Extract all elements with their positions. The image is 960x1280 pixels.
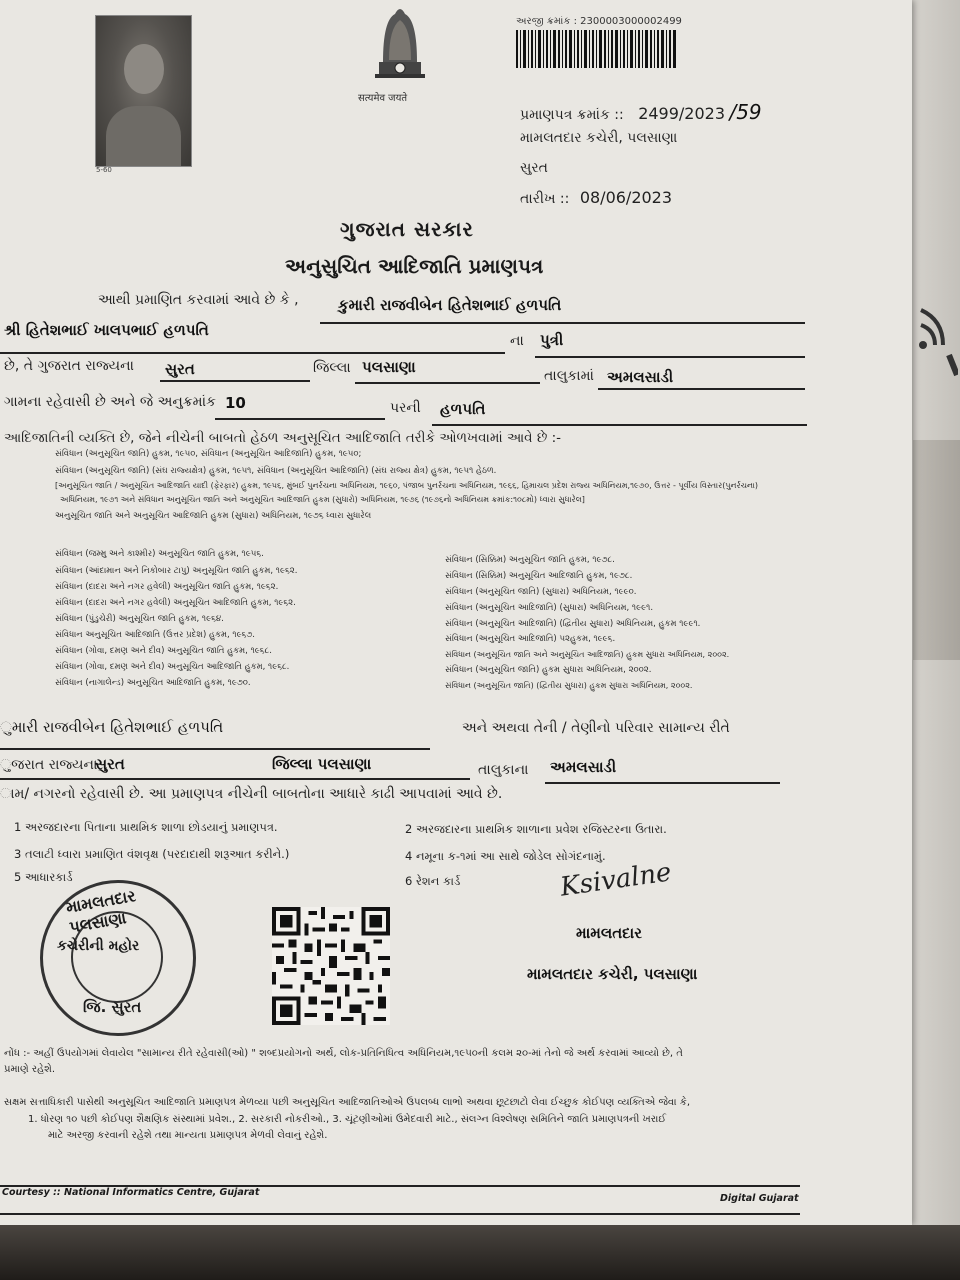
certificate-number-row bbox=[520, 100, 762, 124]
signatory-title: મામલતદાર bbox=[576, 924, 642, 942]
act-right: સંવિધાન (સિક્કિમ) અનુસૂચિત આદિજાતિ હુકમ, ૧૯૭૮. bbox=[445, 571, 633, 581]
certificate-title: અનુસુચિત આદિજાતિ પ્રમાણપત્ર bbox=[285, 254, 544, 278]
act-right: સંવિધાન (અનુસૂચિત જાતિ) (દ્વિતીય સુધારા) હુકમ સુધારા અધિનિયમ, ૨૦૦૨. bbox=[445, 681, 693, 690]
recognition-statement: આદિજાતિની વ્યક્તિ છે, જેને નીચેની બાબતો હેઠળ અનુસૂચિત આદિજાતિ તરીકે ઓળખવામાં આવે છે :- bbox=[4, 430, 562, 446]
photo-caption: 5-60 bbox=[96, 166, 112, 174]
national-emblem-icon bbox=[365, 0, 435, 88]
official-seal bbox=[40, 880, 196, 1036]
date-value: 08/06/2023 bbox=[579, 188, 673, 207]
basis-item: 3 તલાટી ધ્વારા પ્રમાણિત વંશવૃક્ષ (પરદાદાથી શરૂઆત કરીને.) bbox=[14, 847, 290, 861]
taluka-value: અમલસાડી bbox=[607, 368, 674, 386]
district-label: જિલ્લા bbox=[313, 360, 351, 376]
district-value-2: જિલ્લા પલસાણા bbox=[272, 755, 372, 773]
signature-scribble: Ksivalne bbox=[558, 857, 674, 903]
basis-item: 1 અરજદારના પિતાના પ્રાથમિક શાળા છોડયાનું પ્રમાણપત્ર. bbox=[14, 820, 278, 834]
footer-courtesy: Courtesy :: National Informatics Centre, Gujarat bbox=[2, 1187, 260, 1198]
serial-label: ગામના રહેવાસી છે અને જે અનુક્રમાંક bbox=[4, 394, 216, 410]
act-line: સંવિધાન (અનુસૂચિત જાતિ) હુકમ, ૧૯૫૦, સંવિધાન (અનુસૂચિત આદિજાતિ) હુકમ, ૧૯૫૦; bbox=[55, 449, 362, 459]
of-label: ના bbox=[510, 333, 524, 349]
on-label: પરની bbox=[390, 400, 421, 416]
act-right: સંવિધાન (અનુસૂચિત જાતિ અને અનુસૂચિત આદિજાતિ) હુકમ સુધારા અધિનિયમ, ૨૦૦૨. bbox=[445, 650, 730, 659]
state-district-value-2: સુરત bbox=[95, 755, 125, 773]
government-title: ગુજરાત સરકાર bbox=[340, 217, 474, 241]
note-4: માટે અરજી કરવાની રહેશે તથા માન્યતા પ્રમાણપત્ર મેળવી લેવાનું રહેશે. bbox=[48, 1130, 328, 1141]
act-line: અધિનિયમ, ૧૯૭૧ અને સંવિધાન અનુસૂચિત જાતિ અને અનુસૂચિત આદિજાતિ હુકમ (સુધારો) અધિનિયમ, ૧૯૭૬ (૧૯૭૬નો અધિનિયમ ક્રમાંક:૧૦૮મો) ધ્વારા સુધારેલ] bbox=[60, 495, 585, 504]
underline bbox=[215, 418, 385, 420]
act-line: અનુસૂચિત જાતિ અને અનુસૂચિત આદિજાતિ હુકમ (સુધારા) અધિનિયમ, ૧૯૭૬ ધ્વારા સુધારેલ bbox=[55, 511, 372, 521]
act-right: સંવિધાન (અનુસૂચિત જાતિ) (સુધારા) અધિનિયમ, ૧૯૯૦. bbox=[445, 587, 637, 597]
act-left: સંવિધાન (દાદરા અને નગર હવેલી) અનુસૂચિત આદિજાતિ હુકમ, ૧૯૬૨. bbox=[55, 598, 296, 608]
state-district-value: સુરત bbox=[165, 360, 195, 378]
underline bbox=[432, 424, 807, 426]
certificate-number-label: પ્રમાણપત્ર ક્રમાંક :: bbox=[520, 107, 624, 123]
underline bbox=[545, 782, 780, 784]
state-label: છે, તે ગુજરાત રાજ્યના bbox=[4, 358, 134, 374]
taluka-label-2: તાલુકાના bbox=[478, 762, 529, 778]
photo-bottom-shadow bbox=[0, 1225, 960, 1280]
certificate-number-value: 2499/2023 bbox=[638, 104, 726, 123]
act-right: સંવિધાન (અનુસૂચિત આદિજાતિ) ૫૨હુકમ, ૧૯૯૬. bbox=[445, 634, 616, 644]
note-1-cont: પ્રમાણે રહેશે. bbox=[4, 1064, 56, 1075]
underline bbox=[355, 382, 540, 384]
basis-item: 5 આધારકાર્ડ bbox=[14, 870, 73, 884]
caste-value: હળપતિ bbox=[440, 400, 486, 418]
note-2: સક્ષમ સત્તાધિકારી પાસેથી અનુસૂચિત આદિજાતિ પ્રમાણપત્ર મેળવ્યા પછી અનુસૂચિત આદિજાતિઓએ ઉપલબ્ધ લાભો અથવા છૂટછાટો લેવા ઈચ્છુક કોઈપણ વ્યક્તિએ જેવા કે, bbox=[4, 1097, 691, 1108]
act-left: સંવિધાન (આંદામાન અને નિકોબાર ટાપુ) અનુસૂચિત જાતિ હુકમ, ૧૯૬૨. bbox=[55, 566, 298, 576]
date-row bbox=[520, 188, 672, 207]
underline bbox=[598, 388, 805, 390]
taluka-label: તાલુકામાં bbox=[544, 368, 594, 384]
basis-statement: ામ/ નગરનો રહેવાસી છે. આ પ્રમાણપત્ર નીચેની બાબતોના આધારે કાઢી આપવામાં આવે છે. bbox=[0, 786, 503, 802]
underline bbox=[0, 352, 505, 354]
serial-number: 10 bbox=[225, 394, 246, 412]
note-1: નોંધ :- અહીં ઉપયોગમાં લેવાયેલ "સામાન્ય રીતે રહેવાસી(ઓ) " શબ્દપ્રયોગનો અર્થ, લોક-પ્રતિનિધિત્વ અધિનિયમ,૧૯૫૦ની કલમ ૨૦-માં તેનો જે અર્થ કરવામાં આવ્યો છે, તે bbox=[4, 1048, 683, 1059]
underline bbox=[320, 322, 805, 324]
emblem-motto: सत्यमेव जयते bbox=[358, 93, 408, 104]
act-left: સંવિધાન (દાદરા અને નગર હવેલી) અનુસૂચિત જાતિ હુકમ, ૧૯૬૨. bbox=[55, 582, 279, 592]
basis-item: 4 નમૂના ક-૧માં આ સાથે જોડેલ સોગંદનામું. bbox=[405, 849, 606, 863]
basis-item: 2 અરજદારના પ્રાથમિક શાળાના પ્રવેશ રજિસ્ટરના ઉતારા. bbox=[405, 822, 667, 836]
act-line: સંવિધાન (અનુસૂચિત જાતિ) (સંઘ રાજ્યક્ષેત્ર) હુકમ, ૧૯૫૧, સંવિધાન (અનુસૂચિત આદિજાતિ) (સંઘ રાજ્ય ક્ષેત્ર) હુકમ, ૧૯૫૧ હેઠળ. bbox=[55, 466, 497, 476]
resident-name: ુમારી રાજવીબેન હિતેશભાઈ હળપતિ bbox=[0, 718, 224, 736]
act-line: [અનુસૂચિત જાતિ / અનુસૂચિત આદિજાતિ યાદી (ફેરફાર) હુકમ, ૧૯૫૬, મુંબઈ પુનર્રચના અધિનિયમ, ૧૯૬૦, પંજાબ પુનર્રચના અધિનિયમ, ૧૯૬૬, હિમાચલ પ્રદેશ રાજ્ય અધિનિયમ,૧૯૭૦, ઉત્તર - પૂર્વીય વિસ્તાર(પુનર્રચના) bbox=[55, 481, 759, 490]
underline bbox=[535, 356, 805, 358]
act-left: સંવિધાન (નાગાલેન્ડ) અનુસૂચિત આદિજાતિ હુકમ, ૧૯૭૦. bbox=[55, 678, 251, 688]
seal-bottom-text: જિ. સુરત bbox=[83, 998, 142, 1016]
state-label-2: ુજરાત રાજ્યના bbox=[0, 757, 98, 773]
district-value: પલસાણા bbox=[362, 358, 416, 376]
partial-logo-icon bbox=[913, 300, 958, 400]
certify-label: આથી પ્રમાણિત કરવામાં આવે છે કે , bbox=[98, 292, 299, 308]
underline bbox=[0, 748, 430, 750]
taluka-value-2: અમલસાડી bbox=[550, 758, 617, 776]
family-statement: અને અથવા તેની / તેણીનો પરિવાર સામાન્ય રીતે bbox=[462, 720, 730, 736]
parent-name: શ્રી હિતેશભાઈ ખાલપભાઈ હળપતિ bbox=[4, 321, 209, 339]
act-right: સંવિધાન (સિક્કિમ) અનુસૂચિત જાતિ હુકમ, ૧૯૭૮. bbox=[445, 555, 615, 565]
background-strip bbox=[913, 440, 960, 660]
certificate-number-handwritten: /59 bbox=[729, 100, 762, 124]
date-label: તારીખ :: bbox=[520, 191, 570, 207]
issuing-office: મામલતદાર કચેરી, પલસાણા bbox=[520, 130, 678, 146]
seal-top-text: મામલતદાર પલસાણા bbox=[64, 886, 138, 937]
qr-code bbox=[272, 907, 390, 1025]
act-right: સંવિધાન (અનુસૂચિત આદિજાતિ) (સુધારા) અધિનિયમ, ૧૯૯૧. bbox=[445, 603, 654, 613]
act-left: સંવિધાન (ગોવા, દમણ અને દીવ) અનુસૂચિત જાતિ હુકમ, ૧૯૬૮. bbox=[55, 646, 272, 656]
underline bbox=[0, 778, 470, 780]
basis-item: 6 રેશન કાર્ડ bbox=[405, 874, 461, 888]
barcode bbox=[516, 30, 676, 68]
relation-value: પુત્રી bbox=[540, 331, 564, 349]
act-left: સંવિધાન (પુંડુચેરી) અનુસૂચિત જાતિ હુકમ, ૧૯૬૪. bbox=[55, 614, 224, 624]
signatory-office: મામલતદાર કચેરી, પલસાણા bbox=[527, 965, 698, 983]
act-right: સંવિધાન (અનુસૂચિત આદિજાતિ) (દ્વિતીય સુધારા) અધિનિયમ, હુકમ ૧૯૯૧. bbox=[445, 619, 701, 629]
issuing-district: સુરત bbox=[520, 160, 548, 176]
seal-middle-text: કચેરીની મહોર bbox=[57, 938, 140, 954]
footer-brand: Digital Gujarat bbox=[720, 1193, 799, 1204]
application-number: અરજી ક્રમાંક : 2300003000002499 bbox=[516, 16, 682, 27]
applicant-photo bbox=[95, 15, 192, 167]
act-left: સંવિધાન (જમ્મુ અને કાશ્મીર) અનુસૂચિત જાતિ હુકમ, ૧૯૫૬. bbox=[55, 549, 264, 559]
act-left: સંવિધાન અનુસૂચિત આદિજાતિ (ઉત્તર પ્રદેશ) હુકમ, ૧૯૬૭. bbox=[55, 630, 256, 640]
note-3: 1. ધોરણ ૧૦ પછી કોઈપણ શૈક્ષણિક સંસ્થામાં પ્રવેશ., 2. સરકારી નોકરીઓ., 3. ચૂંટણીઓમાં ઉમેદવારી માટે., સંલગ્ન વિશ્લેષણ સમિતિને જાતિ પ્રમાણપત્રની ખરાઈ bbox=[28, 1114, 667, 1125]
underline bbox=[160, 380, 310, 382]
act-left: સંવિધાન (ગોવા, દમણ અને દીવ) અનુસૂચિત આદિજાતિ હુકમ, ૧૯૬૮. bbox=[55, 662, 290, 672]
applicant-name: કુમારી રાજવીબેન હિતેશભાઈ હળપતિ bbox=[338, 296, 562, 314]
act-right: સંવિધાન (અનુસૂચિત જાતિ) હુકમ સુધારા અધિનિયમ, ૨૦૦૨. bbox=[445, 665, 652, 675]
